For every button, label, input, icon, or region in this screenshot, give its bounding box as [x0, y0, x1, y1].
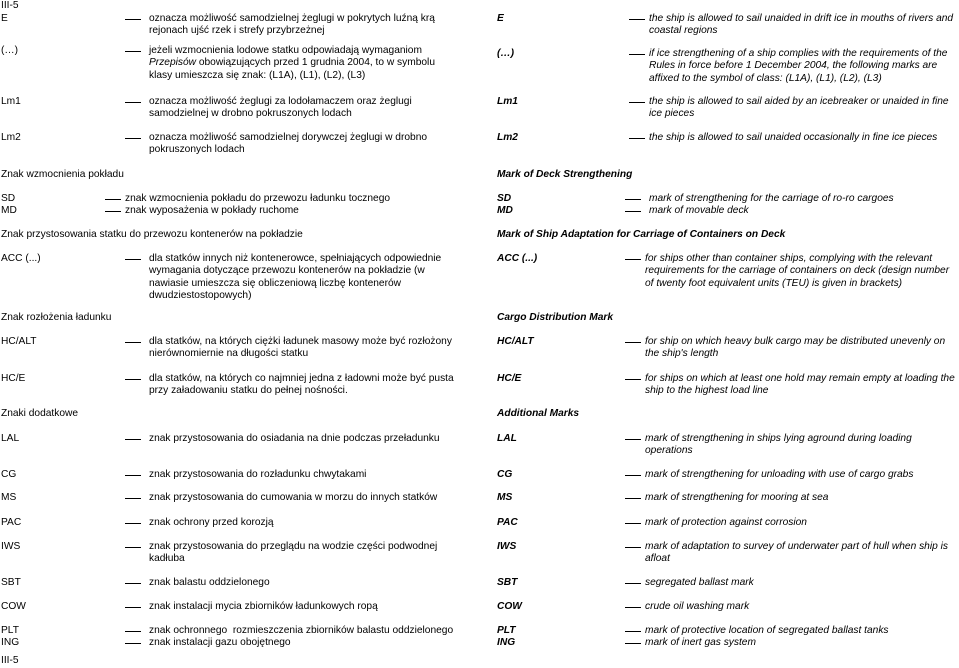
rules-reference: Przepisów — [149, 57, 196, 69]
section-heading-additional: Additional Marks — [497, 408, 580, 419]
mark-description: for ships other than container ships, complying with the relevant requirements for the carriage of containers on deck (design number of twenty foot equivalent units (TEU) is given in brackets) — [645, 253, 950, 289]
dash — [625, 211, 641, 212]
mark-code: IWS — [497, 541, 517, 552]
mark-description: oznacza możliwość samodzielnej żeglugi w pokrytych luźną krą rejonach ujść rzek i strefy przybrzeżnej — [149, 13, 435, 37]
mark-description: znak przystosowania do osiadania na dnie podczas przeładunku — [149, 433, 440, 444]
mark-description: znak ochrony przed korozją — [149, 517, 274, 528]
mark-code: MD — [1, 205, 17, 216]
mark-description: the ship is allowed to sail aided by an icebreaker or unaided in fine ice pieces — [649, 96, 949, 120]
section-heading-cargo: Znak rozłożenia ładunku — [1, 312, 112, 323]
dash — [625, 498, 641, 499]
dash — [629, 138, 645, 139]
mark-description: the ship is allowed to sail unaided in drift ice in mouths of rivers and coastal regions — [649, 13, 954, 37]
mark-description: mark of strengthening for unloading with use of cargo grabs — [645, 469, 914, 480]
dash — [125, 342, 141, 343]
section-heading-container: Znak przystosowania statku do przewozu kontenerów na pokładzie — [1, 229, 303, 240]
dash — [125, 439, 141, 440]
mark-description: znak ochronnego rozmieszczenia zbiorników balastu oddzielonego — [149, 625, 454, 636]
dash — [625, 379, 641, 380]
dash — [629, 19, 645, 20]
dash — [125, 498, 141, 499]
mark-code: Lm1 — [497, 96, 518, 107]
mark-code: Lm2 — [497, 132, 518, 143]
dash — [625, 259, 641, 260]
mark-code: COW — [1, 601, 26, 612]
dash — [625, 607, 641, 608]
dash — [625, 643, 641, 644]
mark-description: mark of inert gas system — [645, 637, 756, 648]
dash — [125, 631, 141, 632]
dash — [125, 547, 141, 548]
mark-code: IWS — [1, 541, 21, 552]
dash — [125, 138, 141, 139]
mark-code: HC/E — [497, 373, 522, 384]
mark-description: znak instalacji gazu obojętnego — [149, 637, 291, 648]
mark-code: LAL — [1, 433, 20, 444]
page-number-top: III-5 — [1, 0, 19, 11]
dash — [125, 259, 141, 260]
dash — [629, 54, 645, 55]
mark-code: E — [497, 13, 504, 24]
mark-description: znak balastu oddzielonego — [149, 577, 270, 588]
mark-description: crude oil washing mark — [645, 601, 750, 612]
mark-description: mark of strengthening for mooring at sea — [645, 492, 829, 503]
dash — [125, 102, 141, 103]
dash — [105, 211, 121, 212]
mark-code: E — [1, 13, 8, 24]
mark-code: PLT — [1, 625, 19, 636]
dash — [125, 379, 141, 380]
dash — [629, 102, 645, 103]
dash — [625, 475, 641, 476]
mark-description: mark of movable deck — [649, 205, 749, 216]
mark-code: LAL — [497, 433, 517, 444]
dash — [125, 19, 141, 20]
mark-description: znak przystosowania do przeglądu na wodzie części podwodnej kadłuba — [149, 541, 438, 565]
mark-description: mark of protective location of segregated ballast tanks — [645, 625, 889, 636]
dash — [105, 199, 121, 200]
mark-code: HC/ALT — [1, 336, 37, 347]
dash — [125, 475, 141, 476]
dash — [125, 523, 141, 524]
dash — [625, 523, 641, 524]
mark-description: znak wzmocnienia pokładu do przewozu ładunku tocznego — [125, 193, 391, 204]
mark-code: MD — [497, 205, 513, 216]
mark-description: znak przystosowania do cumowania w morzu do innych statków — [149, 492, 438, 503]
mark-code: SD — [497, 193, 512, 204]
mark-description: dla statków innych niż kontenerowce, spełniających odpowiednie wymagania dotyczące przewozu kontenerów na pokładzie (w nawiasie umieszcza się obliczeniową liczbę kontenerów dwudziestostopowych) — [149, 253, 442, 301]
mark-code: MS — [1, 492, 17, 503]
mark-description: mark of strengthening in ships lying aground during loading operations — [645, 433, 912, 457]
mark-code: PAC — [1, 517, 22, 528]
section-heading-cargo: Cargo Distribution Mark — [497, 312, 614, 323]
mark-description: oznacza możliwość żeglugi za lodołamaczem oraz żeglugi samodzielnej w drobno pokruszonych lodach — [149, 96, 412, 120]
mark-code: MS — [497, 492, 513, 503]
mark-code: SBT — [1, 577, 21, 588]
mark-description: if ice strengthening of a ship complies with the requirements of the Rules in force before 1 December 2004, the following marks are affixed to the symbol of class: (L1A), (L1), (L2), (L3) — [649, 48, 948, 84]
dash — [125, 51, 141, 52]
section-heading-additional: Znaki dodatkowe — [1, 408, 79, 419]
dash — [625, 583, 641, 584]
mark-code: COW — [497, 601, 522, 612]
mark-code: HC/E — [1, 373, 26, 384]
mark-description: for ship on which heavy bulk cargo may be distributed unevenly on the ship's length — [645, 336, 946, 360]
mark-code: Lm1 — [1, 96, 21, 107]
dash — [125, 583, 141, 584]
mark-description: dla statków, na których ciężki ładunek masowy może być rozłożony nierównomiernie na długości statku — [149, 336, 452, 360]
mark-code: ACC (...) — [1, 253, 41, 264]
dash — [625, 342, 641, 343]
mark-description: znak przystosowania do rozładunku chwytakami — [149, 469, 367, 480]
dash — [625, 631, 641, 632]
mark-code: SD — [1, 193, 16, 204]
dash — [125, 607, 141, 608]
section-heading-deck: Mark of Deck Strengthening — [497, 169, 633, 180]
mark-description: oznacza możliwość samodzielnej dorywczej żeglugi w drobno pokruszonych lodach — [149, 132, 428, 156]
mark-description: for ships on which at least one hold may remain empty at loading the ship to the highest load line — [645, 373, 955, 397]
dash — [625, 199, 641, 200]
mark-description: znak instalacji mycia zbiorników ładunkowych ropą — [149, 601, 378, 612]
mark-code: (…) — [1, 45, 18, 56]
mark-code: Lm2 — [1, 132, 21, 143]
mark-code: (…) — [497, 48, 514, 59]
mark-description: mark of adaptation to survey of underwater part of hull when ship is afloat — [645, 541, 948, 565]
mark-description: mark of protection against corrosion — [645, 517, 807, 528]
mark-description: segregated ballast mark — [645, 577, 754, 588]
mark-code: CG — [1, 469, 17, 480]
mark-description: znak wyposażenia w pokłady ruchome — [125, 205, 299, 216]
dash — [625, 547, 641, 548]
mark-code: ACC (...) — [497, 253, 538, 264]
mark-code: HC/ALT — [497, 336, 534, 347]
section-heading-container: Mark of Ship Adaptation for Carriage of Containers on Deck — [497, 229, 786, 240]
mark-description: jeżeli wzmocnienia lodowe statku odpowiadają wymaganiom Przepisów obowiązujących przed 1 grudnia 2004, to w symbolu klasy umieszcza się znak: (L1A), (L1), (L2), (L3) — [149, 45, 435, 81]
mark-code: CG — [497, 469, 513, 480]
mark-code: SBT — [497, 577, 518, 588]
mark-code: PAC — [497, 517, 518, 528]
section-heading-deck: Znak wzmocnienia pokładu — [1, 169, 124, 180]
page-number-bottom: III-5 — [1, 655, 19, 666]
mark-code: ING — [497, 637, 516, 648]
mark-description: dla statków, na których co najmniej jedna z ładowni może być pusta przy załadowaniu statku do pełnej nośności. — [149, 373, 454, 397]
mark-description: the ship is allowed to sail unaided occasionally in fine ice pieces — [649, 132, 938, 143]
mark-code: ING — [1, 637, 20, 648]
dash — [625, 439, 641, 440]
mark-description: mark of strengthening for the carriage of ro-ro cargoes — [649, 193, 894, 204]
mark-code: PLT — [497, 625, 516, 636]
dash — [125, 643, 141, 644]
